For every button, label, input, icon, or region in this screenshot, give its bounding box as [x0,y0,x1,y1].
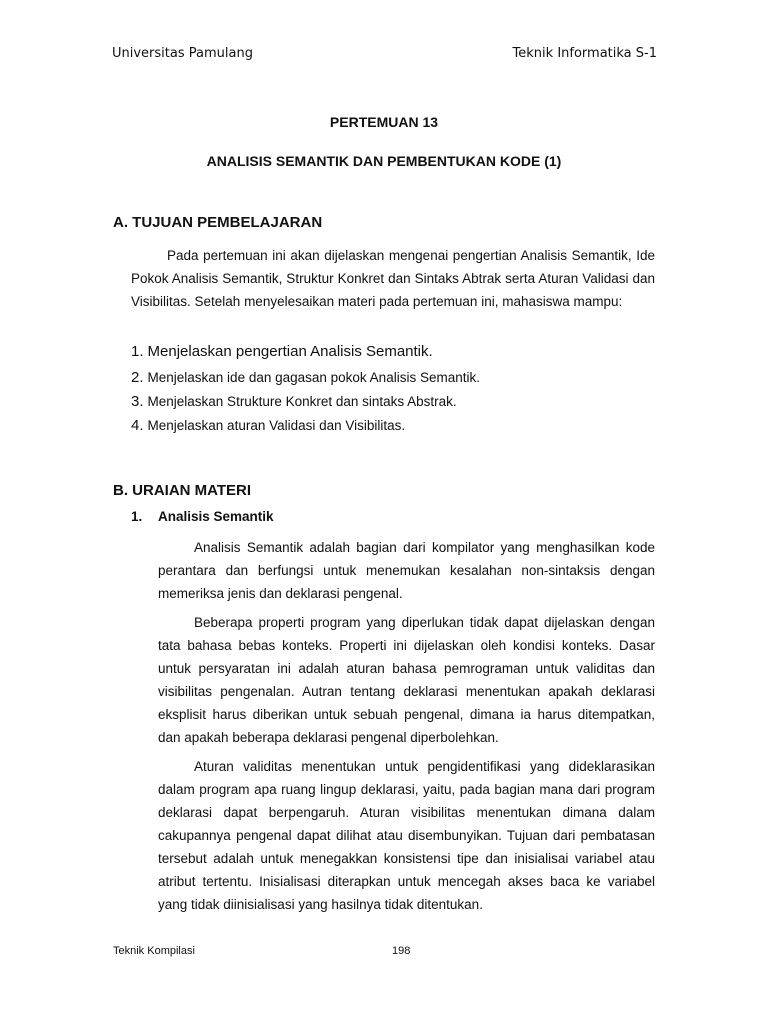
objective-number: 1. [131,343,144,360]
intro-paragraph [131,244,655,313]
objective-item [131,417,405,434]
objective-text: Menjelaskan pengertian Analisis Semantik. [147,343,433,360]
objective-text: Menjelaskan ide dan gagasan pokok Analisis Semantik. [147,370,480,385]
body-paragraph [158,611,655,749]
objective-text: Menjelaskan aturan Validasi dan Visibilitas. [147,418,406,433]
body-paragraph [158,755,655,916]
meeting-title: PERTEMUAN 13 [329,114,439,130]
running-header-university: Universitas Pamulang [112,46,253,61]
objective-item [131,393,457,410]
intro-text: Pada pertemuan ini akan dijelaskan mengenai pengertian Analisis Semantik, Ide Pokok Analisis Semantik, Struktur Konkret dan Sintaks Abtrak serta Aturan Validasi dan Visibilitas. Setelah menyelesaikan materi pada pertemuan ini, mahasiswa mampu: [131,248,655,309]
objective-item [131,369,480,386]
page-number: 198 [392,945,411,957]
topic-title: ANALISIS SEMANTIK DAN PEMBENTUKAN KODE (1) [206,153,562,169]
objective-number: 3. [131,393,144,410]
objective-number: 2. [131,369,144,386]
footer-course-name: Teknik Kompilasi [113,945,195,957]
objective-text: Menjelaskan Strukture Konkret dan sintaks Abstrak. [147,394,457,409]
section-b-heading: B. URAIAN MATERI [113,482,252,499]
paragraph-text: Analisis Semantik adalah bagian dari kompilator yang menghasilkan kode perantara dan berfungsi untuk menemukan kesalahan non-sintaksis dengan memeriksa jenis dan deklarasi pengenal. [158,540,655,601]
paragraph-text: Beberapa properti program yang diperlukan tidak dapat dijelaskan dengan tata bahasa bebas konteks. Properti ini dijelaskan oleh kondisi konteks. Dasar untuk persyaratan ini adalah aturan bahasa pemrograman untuk validitas dan visibilitas pengenalan. Autran tentang deklarasi menentukan apakah deklarasi eksplisit harus diberikan untuk sebuah pengenal, dimana ia harus ditempatkan, dan apakah beberapa deklarasi pengenal diperbolehkan. [158,615,655,745]
body-paragraph [158,536,655,605]
subsection-heading [131,509,274,524]
subsection-number: 1. [131,509,143,524]
objective-item [131,343,433,360]
section-a-heading: A. TUJUAN PEMBELAJARAN [113,214,323,231]
paragraph-text: Aturan validitas menentukan untuk pengidentifikasi yang dideklarasikan dalam program apa ruang lingup deklarasi, yaitu, pada bagian mana dari program deklarasi dapat berpengaruh. Aturan visibilitas menentukan dimana dalam cakupannya pengenal dapat dilihat atau disembunyikan. Tujuan dari pembatasan tersebut adalah untuk menegakkan konsistensi tipe dan inisialisai variabel atau atribut tertentu. Inisialisasi diterapkan untuk mencegah akses baca ke variabel yang tidak diinisialisasi yang hasilnya tidak ditentukan. [158,759,655,912]
running-header-program: Teknik Informatika S-1 [512,46,657,61]
objective-number: 4. [131,417,144,434]
subsection-title: Analisis Semantik [158,509,274,524]
